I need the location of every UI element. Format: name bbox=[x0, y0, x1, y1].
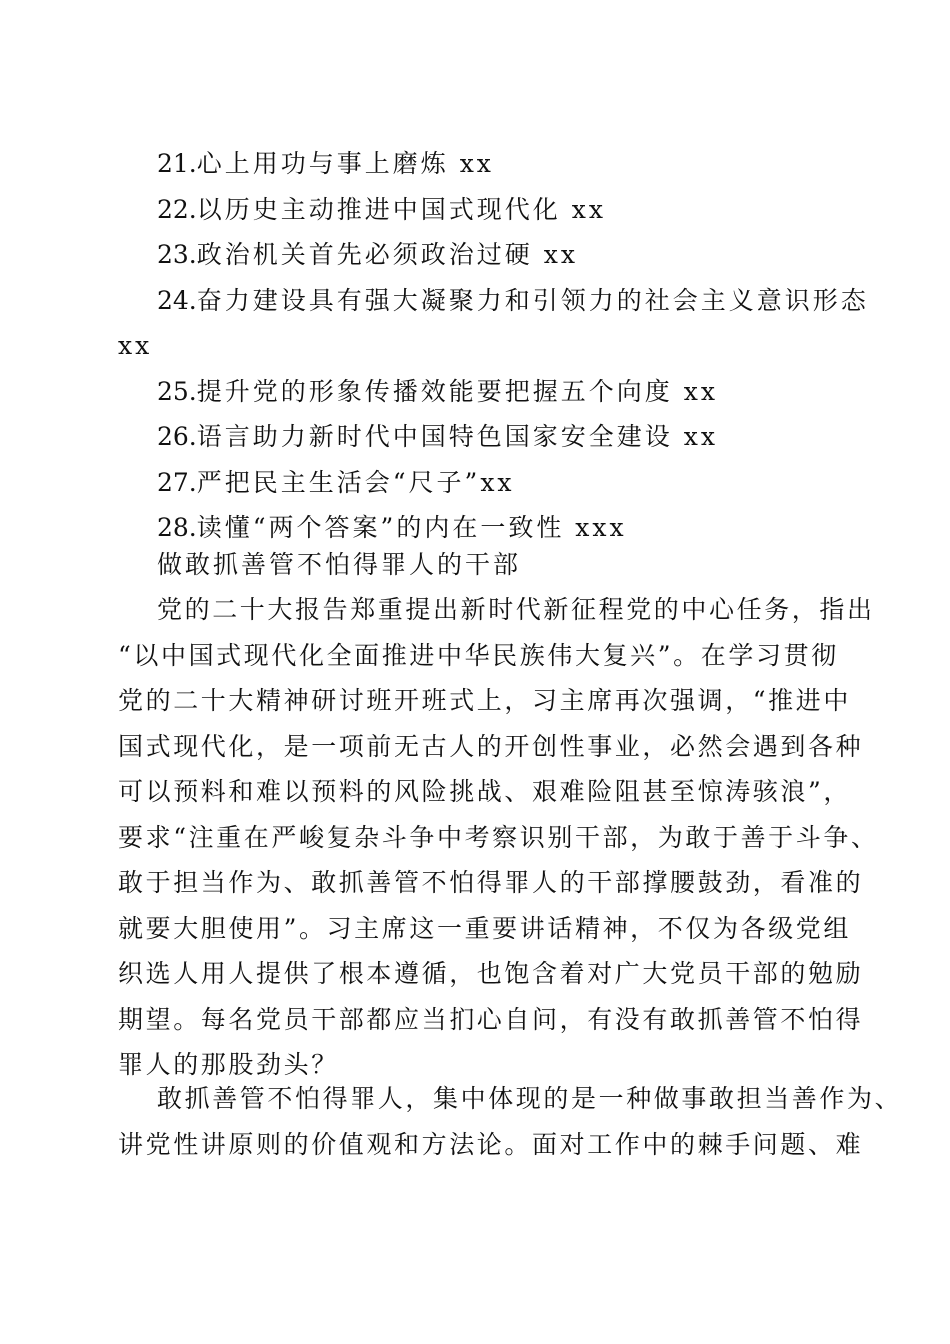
toc-item bbox=[118, 414, 838, 460]
article-paragraph bbox=[118, 587, 879, 1088]
paragraph-line: 期望。每名党员干部都应当扪心自问，有没有敢抓善管不怕得 bbox=[118, 1004, 864, 1034]
toc-item bbox=[118, 232, 838, 278]
table-of-contents bbox=[118, 141, 869, 551]
toc-item-text: 语言助力新时代中国特色国家安全建设 xx bbox=[196, 422, 718, 451]
paragraph-line: 罪人的那股劲头？ bbox=[118, 1050, 339, 1079]
paragraph-line: 国式现代化，是一项前无古人的开创性事业，必然会遇到各种 bbox=[118, 731, 864, 761]
toc-item-text: 严把民主生活会“尺子”xx bbox=[196, 467, 515, 497]
toc-item-text: 以历史主动推进中国式现代化 xx bbox=[196, 194, 606, 224]
paragraph-line: 可以预料和难以预料的风险挑战、艰难险阻甚至惊涛骇浪”， bbox=[118, 777, 851, 806]
toc-item-number: 24. bbox=[157, 285, 197, 315]
toc-item-text: 心上用功与事上磨炼 xx bbox=[196, 149, 494, 178]
paragraph-line: 就要大胆使用”。习主席这一重要讲话精神，不仅为各级党组 bbox=[118, 913, 851, 943]
toc-item bbox=[118, 141, 838, 187]
paragraph-line: 党的二十大精神研讨班开班式上，习主席再次强调，“推进中 bbox=[118, 686, 851, 715]
toc-item-wrap: xx bbox=[118, 331, 153, 360]
toc-item bbox=[118, 460, 838, 506]
paragraph-line: 要求“注重在严峻复杂斗争中考察识别干部，为敢于善于斗争、 bbox=[118, 822, 879, 852]
toc-item bbox=[118, 187, 838, 233]
article-title: 做敢抓善管不怕得罪人的干部 bbox=[157, 550, 522, 579]
toc-item-number: 27. bbox=[157, 467, 197, 497]
toc-item-number: 26. bbox=[157, 422, 197, 451]
toc-item-number: 22. bbox=[157, 194, 197, 224]
toc-item-number: 23. bbox=[157, 240, 197, 269]
paragraph-line: 敢于担当作为、敢抓善管不怕得罪人的干部撑腰鼓劲，看准的 bbox=[118, 868, 864, 897]
toc-item-text: 政治机关首先必须政治过硬 xx bbox=[196, 240, 578, 269]
paragraph-line: “以中国式现代化全面推进中华民族伟大复兴”。在学习贯彻 bbox=[118, 640, 839, 670]
toc-item-number: 21. bbox=[157, 149, 197, 178]
toc-item bbox=[118, 278, 869, 324]
toc-item-text: 提升党的形象传播效能要把握五个向度 xx bbox=[196, 376, 718, 406]
toc-item-text: 读懂“两个答案”的内在一致性 xxx bbox=[196, 513, 627, 542]
toc-item-number: 25. bbox=[157, 376, 197, 406]
paragraph-line: 讲党性讲原则的价值观和方法论。面对工作中的棘手问题、难 bbox=[118, 1129, 864, 1159]
paragraph-line: 织选人用人提供了根本遵循，也饱含着对广大党员干部的勉励 bbox=[118, 959, 864, 988]
paragraph-line: 敢抓善管不怕得罪人，集中体现的是一种做事敢担当善作为、 bbox=[157, 1084, 903, 1113]
paragraph-line: 党的二十大报告郑重提出新时代新征程党的中心任务，指出 bbox=[157, 595, 875, 624]
article-paragraph bbox=[118, 1076, 903, 1167]
toc-item bbox=[118, 369, 838, 415]
toc-item-text: 奋力建设具有强大凝聚力和引领力的社会主义意识形态 bbox=[196, 285, 869, 315]
toc-item-number: 28. bbox=[157, 513, 197, 542]
